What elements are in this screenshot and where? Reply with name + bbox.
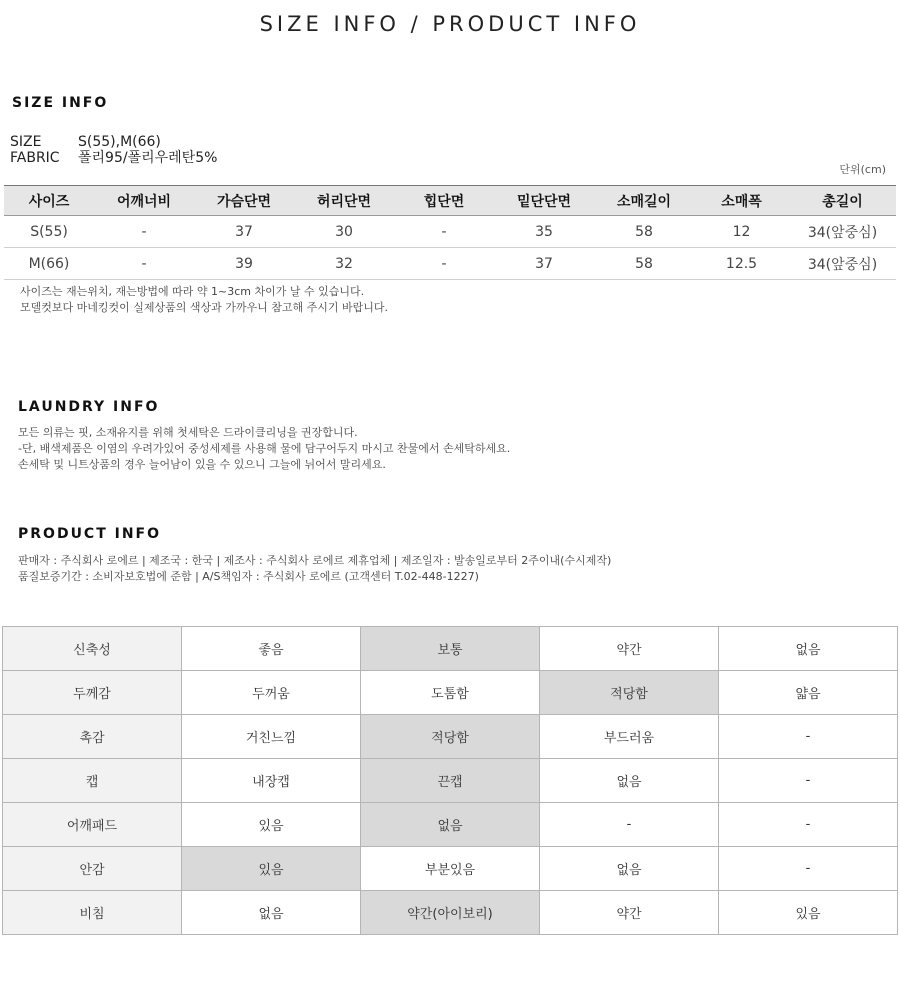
- fabric-option-selected: 약간(아이보리): [361, 891, 540, 935]
- table-cell: 35: [494, 216, 594, 248]
- fabric-option: 약간: [540, 627, 719, 671]
- table-cell: -: [94, 216, 194, 248]
- fabric-option: 두꺼움: [182, 671, 361, 715]
- table-cell: 12.5: [694, 248, 789, 280]
- col-header: 허리단면: [294, 186, 394, 216]
- spec-fabric-key: FABRIC: [10, 150, 60, 166]
- fabric-option: 부드러움: [540, 715, 719, 759]
- fabric-option-selected: 끈캡: [361, 759, 540, 803]
- fabric-option: -: [719, 715, 898, 759]
- laundry-notes: [18, 425, 510, 473]
- table-cell: 58: [594, 248, 694, 280]
- fabric-option: 내장캡: [182, 759, 361, 803]
- col-header: 사이즈: [4, 186, 94, 216]
- fabric-label: 안감: [3, 847, 182, 891]
- table-cell: -: [394, 248, 494, 280]
- fabric-option: 부분있음: [361, 847, 540, 891]
- table-row: [4, 248, 896, 280]
- fabric-option: 약간: [540, 891, 719, 935]
- table-cell: 37: [194, 216, 294, 248]
- fabric-option: 얇음: [719, 671, 898, 715]
- unit-note: 단위(cm): [839, 163, 886, 176]
- fabric-option: -: [719, 847, 898, 891]
- fabric-label: 신축성: [3, 627, 182, 671]
- table-cell: S(55): [4, 216, 94, 248]
- fabric-option: 없음: [182, 891, 361, 935]
- fabric-label: 비침: [3, 891, 182, 935]
- product-line: 품질보증기간 : 소비자보호법에 준함 | A/S책임자 : 주식회사 로에르 (고객센터 T.02-448-1227): [18, 570, 479, 583]
- table-cell: 30: [294, 216, 394, 248]
- fabric-option: -: [540, 803, 719, 847]
- product-notes: [18, 553, 611, 585]
- size-note-line: 모델컷보다 마네킹컷이 실제상품의 색상과 가까우니 참고해 주시기 바랍니다.: [20, 301, 389, 314]
- fabric-option-selected: 보통: [361, 627, 540, 671]
- table-cell: 12: [694, 216, 789, 248]
- table-cell: -: [394, 216, 494, 248]
- fabric-option: 있음: [719, 891, 898, 935]
- spec-fabric-row: [10, 150, 217, 166]
- fabric-option-selected: 적당함: [361, 715, 540, 759]
- fabric-option: 거친느낌: [182, 715, 361, 759]
- fabric-row: [3, 891, 898, 935]
- table-cell: -: [94, 248, 194, 280]
- fabric-option: 없음: [540, 759, 719, 803]
- fabric-table: [2, 626, 898, 935]
- table-cell: M(66): [4, 248, 94, 280]
- size-note-line: 사이즈는 재는위치, 재는방법에 따라 약 1~3cm 차이가 날 수 있습니다.: [20, 285, 365, 298]
- col-header: 어깨너비: [94, 186, 194, 216]
- col-header: 소매폭: [694, 186, 789, 216]
- page-title: SIZE INFO / PRODUCT INFO: [259, 12, 641, 36]
- fabric-option: 없음: [540, 847, 719, 891]
- fabric-row: [3, 671, 898, 715]
- size-table-header: [4, 186, 896, 216]
- fabric-label: 촉감: [3, 715, 182, 759]
- laundry-line: 손세탁 및 니트상품의 경우 늘어남이 있을 수 있으니 그늘에 뉘어서 말리세요.: [18, 458, 386, 471]
- fabric-option: 없음: [719, 627, 898, 671]
- size-notes: [20, 284, 388, 316]
- fabric-label: 두께감: [3, 671, 182, 715]
- laundry-line: -단, 배색제품은 이염의 우려가있어 중성세제를 사용해 물에 담구어두지 마시고 찬물에서 손세탁하세요.: [18, 442, 511, 455]
- fabric-label: 어깨패드: [3, 803, 182, 847]
- fabric-label: 캡: [3, 759, 182, 803]
- fabric-option-selected: 있음: [182, 847, 361, 891]
- fabric-option: -: [719, 759, 898, 803]
- col-header: 소매길이: [594, 186, 694, 216]
- col-header: 힙단면: [394, 186, 494, 216]
- table-cell: 34(앞중심): [789, 248, 896, 280]
- spec-size-value: S(55),M(66): [78, 134, 161, 150]
- table-cell: 32: [294, 248, 394, 280]
- fabric-option: -: [719, 803, 898, 847]
- fabric-row: [3, 627, 898, 671]
- col-header: 가슴단면: [194, 186, 294, 216]
- spec-size-row: [10, 134, 161, 150]
- col-header: 총길이: [789, 186, 896, 216]
- product-info-heading: PRODUCT INFO: [18, 526, 162, 542]
- fabric-row: [3, 715, 898, 759]
- spec-size-key: SIZE: [10, 134, 42, 150]
- table-cell: 34(앞중심): [789, 216, 896, 248]
- fabric-option-selected: 적당함: [540, 671, 719, 715]
- fabric-option: 있음: [182, 803, 361, 847]
- fabric-row: [3, 803, 898, 847]
- size-info-heading: SIZE INFO: [12, 95, 109, 111]
- fabric-option: 도톰함: [361, 671, 540, 715]
- col-header: 밑단단면: [494, 186, 594, 216]
- fabric-option: 좋음: [182, 627, 361, 671]
- table-cell: 58: [594, 216, 694, 248]
- table-row: [4, 216, 896, 248]
- fabric-option-selected: 없음: [361, 803, 540, 847]
- laundry-info-heading: LAUNDRY INFO: [18, 399, 160, 415]
- fabric-row: [3, 847, 898, 891]
- table-cell: 37: [494, 248, 594, 280]
- spec-fabric-value: 폴리95/폴리우레탄5%: [78, 150, 218, 166]
- laundry-line: 모든 의류는 핏, 소재유지를 위해 첫세탁은 드라이클리닝을 권장합니다.: [18, 426, 358, 439]
- table-cell: 39: [194, 248, 294, 280]
- fabric-row: [3, 759, 898, 803]
- product-line: 판매자 : 주식회사 로에르 | 제조국 : 한국 | 제조사 : 주식회사 로에르 제휴업체 | 제조일자 : 발송일로부터 2주이내(수시제작): [18, 554, 612, 567]
- size-table: [4, 185, 896, 280]
